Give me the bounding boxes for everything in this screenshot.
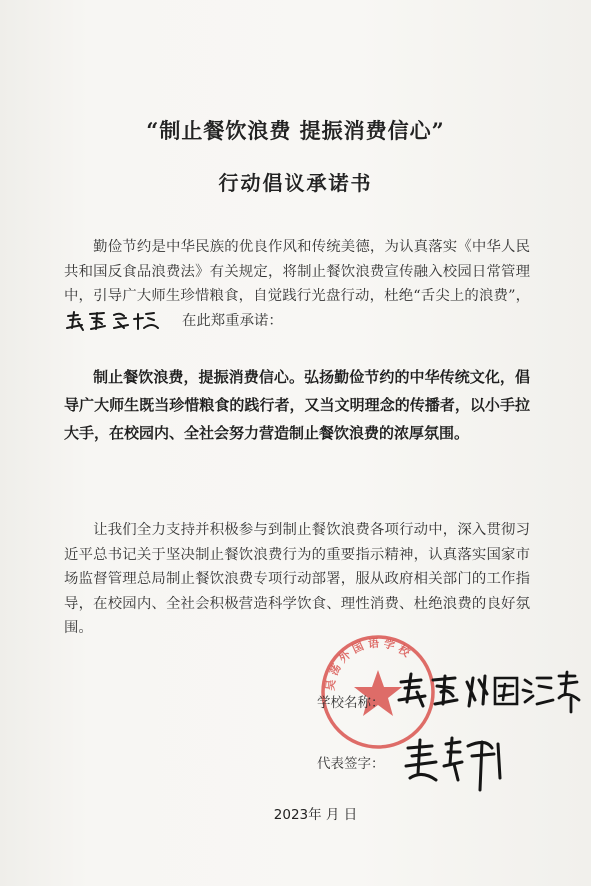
paragraph-2-text: 制止餐饮浪费，提振消费信心。弘扬勤俭节约的中华传统文化，倡导广大师生既当珍惜粮食的践行者，又当文明理念的传播者，以小手拉大手，在校园内、全社会努力营造制止餐饮浪费的浓厚氛围。	[64, 368, 530, 442]
representative-signature	[402, 734, 510, 792]
paragraph-3-text: 让我们全力支持并积极参与到制止餐饮浪费各项行动中，深入贯彻习近平总书记关于坚决制止餐饮浪费行为的重要指示精神，认真落实国家市场监督管理总局制止餐饮浪费专项行动部署，服从政府相关部门的工作指导，在校园内、全社会积极营造科学饮食、理性消费、杜绝浪费的良好氛围。	[64, 522, 530, 636]
paragraph-3	[64, 518, 530, 641]
svg-text:吴 荡 外 国 语 学 校: 吴 荡 外 国 语 学 校	[323, 636, 413, 692]
paragraph-1-tail: 在此郑重承诺：	[182, 312, 283, 329]
title-line-2: 行动倡议承诺书	[218, 171, 373, 195]
school-name-label: 学校名称：	[317, 695, 385, 711]
paragraph-1	[64, 235, 530, 333]
paragraph-1-text: 勤俭节约是中华民族的优良作风和传统美德，为认真落实《中华人民共和国反食品浪费法》有关规定，将制止餐饮浪费宣传融入校园日常管理中，引导广大师生珍惜粮食，自觉践行光盘行动，杜绝“舌尖上的浪费”，	[64, 239, 530, 304]
handwritten-school-name-inline	[64, 310, 182, 332]
paragraph-2	[64, 363, 530, 447]
date-line: 2023年 月 日	[273, 807, 358, 823]
school-name-signature	[395, 670, 581, 714]
representative-label: 代表签字：	[317, 756, 385, 772]
title-line-1: “制止餐饮浪费 提振消费信心”	[146, 118, 445, 143]
